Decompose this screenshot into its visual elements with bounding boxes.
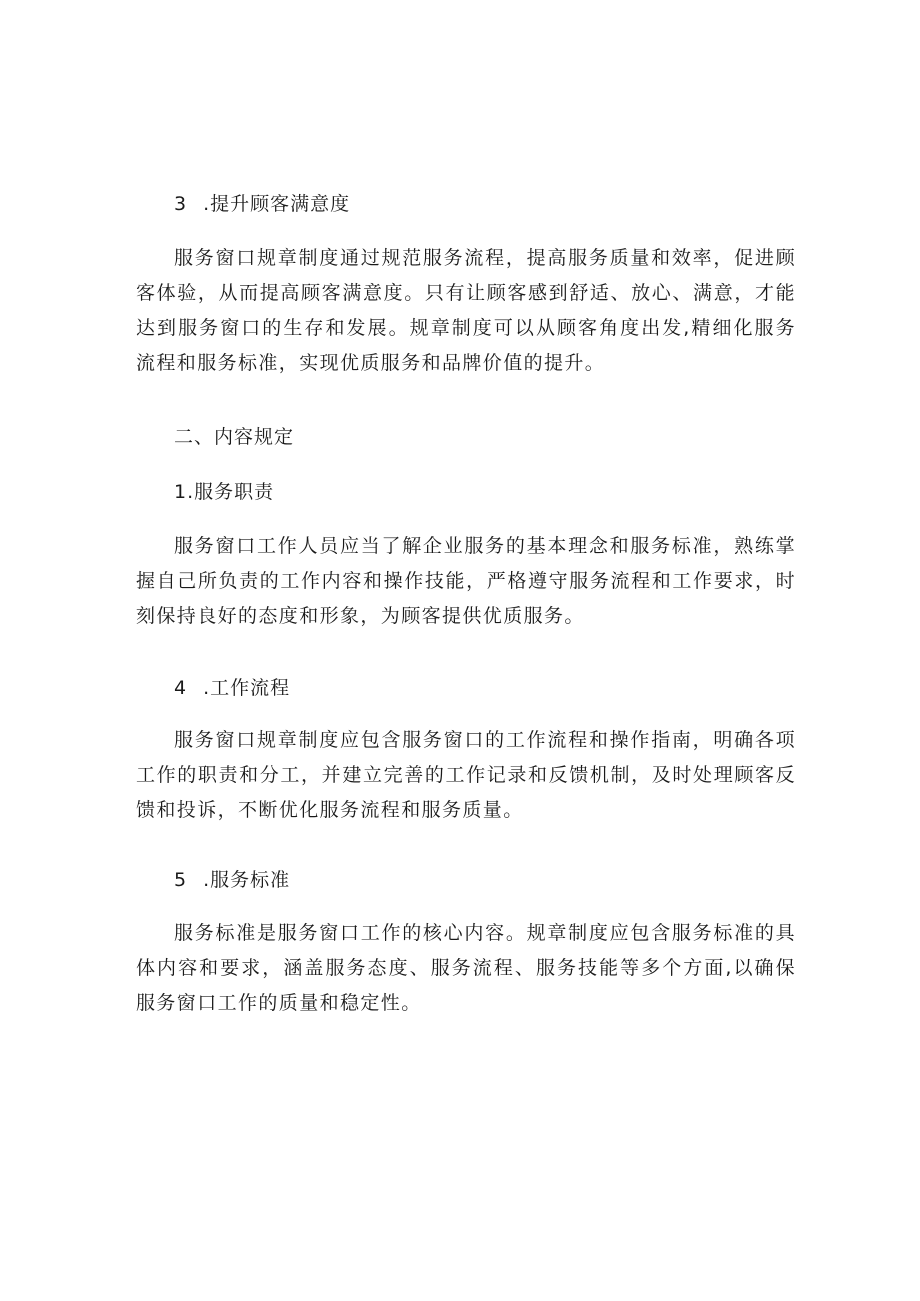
paragraph-service-standards: 服务标准是服务窗口工作的核心内容。规章制度应包含服务标准的具体内容和要求，涵盖服务态度、服务流程、服务技能等多个方面,以确保服务窗口工作的质量和稳定性。 xyxy=(136,922,796,1014)
heading-text: .工作流程 xyxy=(203,677,291,699)
paragraph-service-duties: 服务窗口工作人员应当了解企业服务的基本理念和服务标准，熟练掌握自己所负责的工作内容和操作技能，严格遵守服务流程和工作要求，时刻保持良好的态度和形象，为顾客提供优质服务。 xyxy=(136,535,796,627)
section-heading-service-duties: 1.服务职责 xyxy=(174,481,275,503)
heading-text: .提升顾客满意度 xyxy=(203,193,351,215)
heading-number: 3 xyxy=(174,193,188,215)
section-heading-service-standards xyxy=(136,866,834,894)
paragraph-satisfaction: 服务窗口规章制度通过规范服务流程，提高服务质量和效率，促进顾客体验，从而提高顾客满意度。只有让顾客感到舒适、放心、满意，才能达到服务窗口的生存和发展。规章制度可以从顾客角度出发,精细化服务流程和服务标准，实现优质服务和品牌价值的提升。 xyxy=(136,247,796,374)
heading-text: .服务标准 xyxy=(203,869,291,891)
heading-number: 4 xyxy=(174,677,188,699)
section-heading-content-rules: 二、内容规定 xyxy=(174,426,295,448)
heading-number: 5 xyxy=(174,869,188,891)
paragraph-workflow: 服务窗口规章制度应包含服务窗口的工作流程和操作指南，明确各项工作的职责和分工，并建立完善的工作记录和反馈机制，及时处理顾客反馈和投诉，不断优化服务流程和服务质量。 xyxy=(136,729,796,821)
section-heading-workflow xyxy=(136,674,834,702)
section-heading-improve-satisfaction xyxy=(136,190,834,218)
